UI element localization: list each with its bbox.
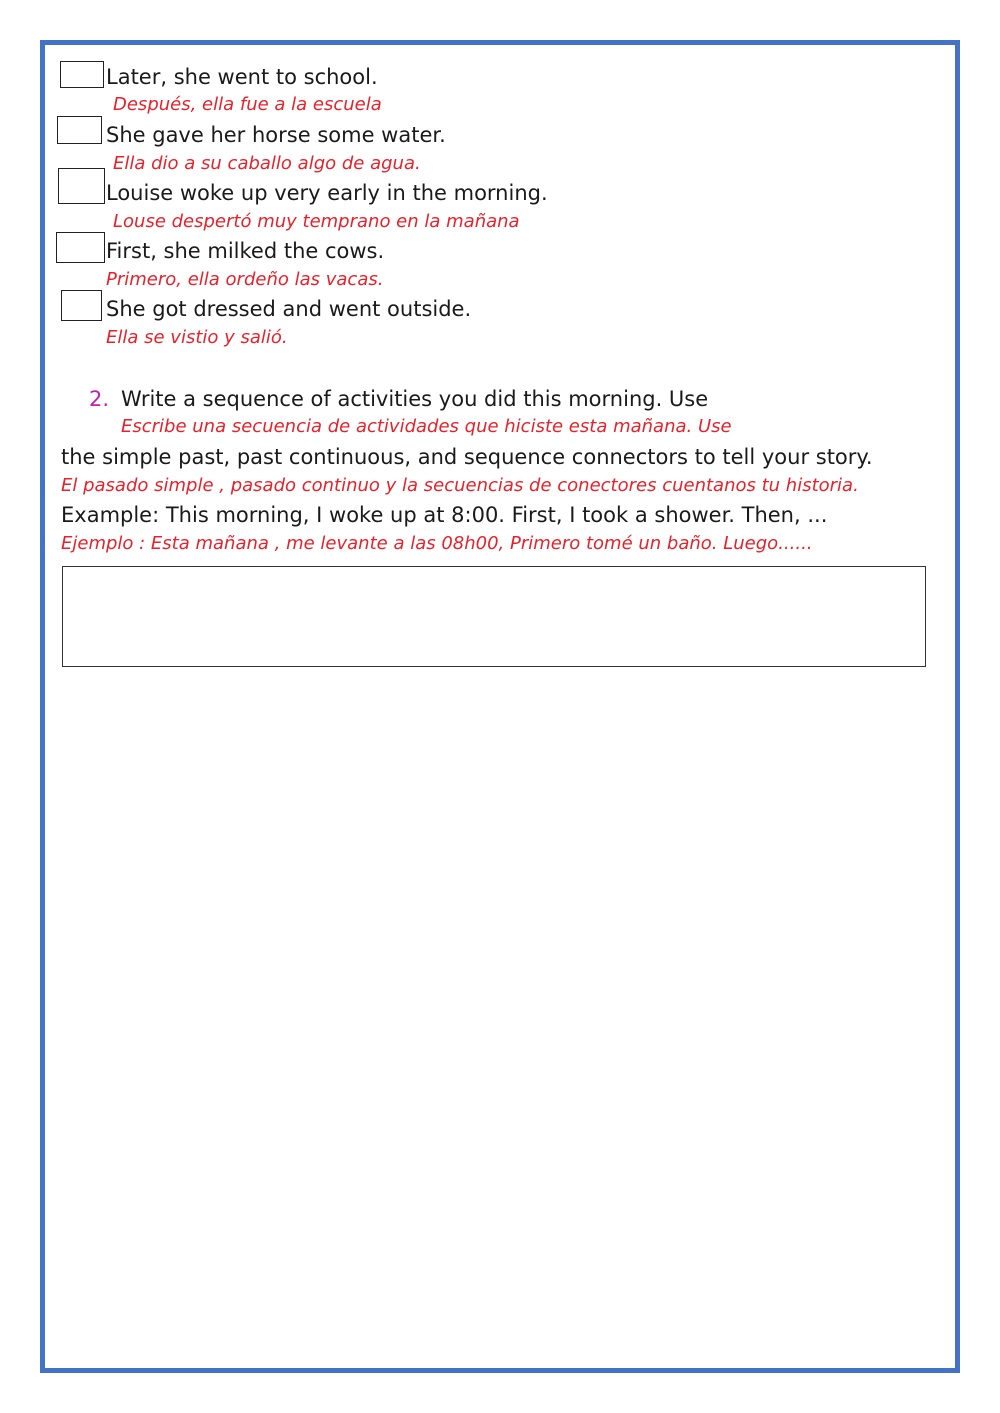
order-answer-box-2[interactable] [57, 116, 102, 144]
exercise-2-example: Example: This morning, I woke up at 8:00. First, I took a shower. Then, ... [61, 503, 828, 527]
sentence-5: She got dressed and went outside. [106, 297, 472, 321]
sentence-4: First, she milked the cows. [106, 239, 385, 263]
exercise-2-instruction-line2: the simple past, past continuous, and sequence connectors to tell your story. [61, 445, 873, 469]
exercise-2-number: 2. [89, 387, 110, 411]
sentence-3: Louise woke up very early in the morning. [106, 181, 548, 205]
order-answer-box-1[interactable] [60, 61, 104, 88]
translation-1: Después, ella fue a la escuela [113, 94, 382, 115]
story-answer-area[interactable] [62, 566, 926, 667]
order-answer-box-3[interactable] [58, 168, 105, 204]
translation-2: Ella dio a su caballo algo de agua. [113, 153, 421, 174]
exercise-2-instruction-line2-translation: El pasado simple , pasado continuo y la secuencias de conectores cuentanos tu historia. [61, 475, 859, 496]
sentence-1: Later, she went to school. [106, 65, 378, 89]
exercise-2-example-translation: Ejemplo : Esta mañana , me levante a las 08h00, Primero tomé un baño. Luego...... [61, 533, 813, 554]
order-answer-box-5[interactable] [61, 290, 102, 321]
exercise-2-instruction-line1-translation: Escribe una secuencia de actividades que hiciste esta mañana. Use [121, 416, 732, 437]
translation-4: Primero, ella ordeño las vacas. [106, 269, 384, 290]
order-answer-box-4[interactable] [56, 232, 105, 263]
exercise-2-instruction-line1: Write a sequence of activities you did this morning. Use [121, 387, 709, 411]
sentence-2: She gave her horse some water. [106, 123, 446, 147]
translation-3: Louse despertó muy temprano en la mañana [113, 211, 520, 232]
translation-5: Ella se vistio y salió. [106, 327, 288, 348]
